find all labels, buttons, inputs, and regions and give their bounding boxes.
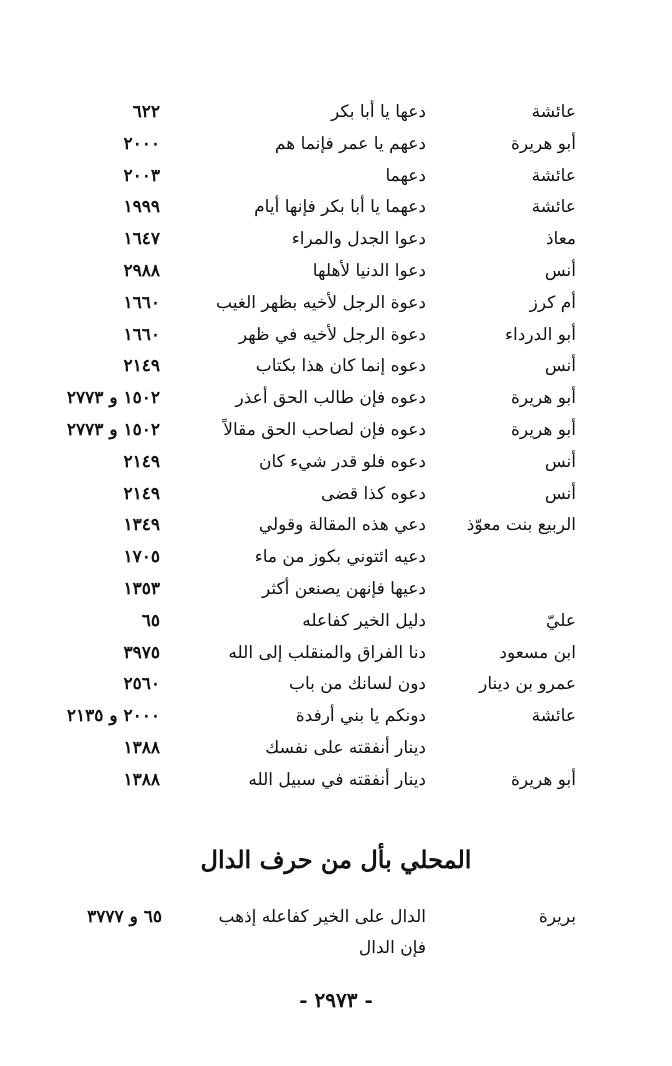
index-entry-row — [0, 542, 672, 574]
entry-narrator: أنس — [544, 356, 576, 377]
index-entry-row — [0, 447, 672, 479]
index-entry-row — [0, 288, 672, 320]
entry-hadith: دعها يا أبا بكر — [331, 102, 426, 122]
section-heading: المحلي بأل من حرف الدال — [200, 845, 472, 874]
entry-reference: ١٧٠٥ — [123, 547, 160, 568]
entry-narrator: عائشة — [531, 197, 576, 218]
entry-narrator: ابن مسعود — [499, 642, 576, 663]
entry-reference: ١٣٤٩ — [123, 515, 160, 536]
entry-hadith: دعوه كذا قضى — [321, 483, 426, 504]
entry-hadith: دعيه ائتوني بكوز من ماء — [254, 547, 426, 568]
entry-narrator: أبو هريرة — [510, 388, 576, 409]
page-number: - ٢٩٧٣ - — [299, 988, 373, 1012]
index-entry-row — [0, 669, 672, 701]
entry-reference: ١٣٨٨ — [123, 737, 160, 758]
index-entry-row — [0, 701, 672, 733]
entry-reference: ١٣٥٣ — [123, 578, 160, 599]
entry-narrator: عائشة — [531, 165, 576, 186]
index-entry-row — [0, 510, 672, 542]
index-entry-row — [0, 733, 672, 765]
entry-hadith: الدال على الخير كفاعله إذهب فإن الدال — [218, 907, 426, 958]
entry-reference: ١٦٤٧ — [123, 229, 160, 250]
entry-narrator: أم كرز — [529, 292, 576, 313]
entry-hadith: دعي هذه المقالة وقولي — [258, 515, 426, 536]
entry-reference: ١٦٦٠ — [123, 324, 160, 345]
entry-reference: ١٥٠٢ و ٢٧٧٣ — [66, 388, 160, 409]
entry-hadith: دعوة الرجل لأخيه في ظهر — [238, 324, 426, 345]
entry-narrator: الربيع بنت معوّذ — [466, 515, 576, 536]
entry-hadith: دعهما يا أبا بكر فإنها أيام — [254, 197, 426, 218]
entry-hadith: دينار أنفقته في سبيل الله — [248, 769, 426, 790]
entry-hadith: دون لسانك من باب — [288, 674, 426, 695]
entry-hadith: دعوا الجدل والمراء — [291, 229, 426, 250]
entry-reference: ٦٢٢ — [132, 102, 160, 122]
entry-narrator: أنس — [544, 451, 576, 472]
entry-hadith: دينار أنفقته على نفسك — [265, 737, 426, 758]
index-entry-row — [0, 383, 672, 415]
entry-reference: ٦٥ — [141, 610, 160, 631]
index-entry-row — [0, 97, 672, 129]
entry-hadith: دعهم يا عمر فإنما هم — [274, 133, 426, 154]
entry-narrator: عائشة — [531, 706, 576, 727]
index-entry-row — [0, 479, 672, 511]
entry-reference: ٢٠٠٠ و ٢١٣٥ — [66, 706, 160, 727]
entry-reference: ٣٩٧٥ — [123, 642, 160, 663]
index-entry-row — [0, 415, 672, 447]
index-entry-row — [0, 224, 672, 256]
entry-narrator: عائشة — [531, 102, 576, 122]
entry-reference: ٢٥٦٠ — [123, 674, 160, 695]
entry-narrator: بريرة — [538, 907, 576, 927]
entry-hadith: دعوه فإن طالب الحق أعذر — [235, 388, 426, 409]
entry-narrator: أنس — [544, 483, 576, 504]
entry-hadith: دونكم يا بني أرفدة — [295, 706, 426, 727]
entry-hadith: دعيها فإنهن يصنعن أكثر — [262, 578, 426, 599]
index-entry-row — [0, 606, 672, 638]
entry-narrator: أبو هريرة — [510, 133, 576, 154]
entry-hadith: دعوه فإن لصاحب الحق مقالاً — [223, 419, 426, 440]
entry-hadith: دعوه إنما كان هذا بكتاب — [255, 356, 426, 377]
entry-narrator: عمرو بن دينار — [479, 674, 576, 695]
entry-hadith: دنا الفراق والمنقلب إلى الله — [228, 642, 426, 663]
index-entry-row — [0, 256, 672, 288]
index-entry-row — [0, 161, 672, 193]
index-entry-row — [0, 351, 672, 383]
entry-narrator: أبو الدرداء — [505, 324, 576, 345]
entry-reference: ١٣٨٨ — [123, 769, 160, 790]
entry-hadith: دعهما — [385, 165, 426, 186]
entry-narrator: معاذ — [545, 229, 576, 250]
entry-reference: ٢١٤٩ — [123, 483, 160, 504]
index-entry-row — [0, 320, 672, 352]
entry-hadith: دعوا الدنيا لأهلها — [312, 260, 426, 281]
entry-reference: ٢١٤٩ — [123, 356, 160, 377]
entry-narrator: أبو هريرة — [510, 419, 576, 440]
index-entry-row — [0, 192, 672, 224]
entry-narrator: أبو هريرة — [510, 769, 576, 790]
index-entry-row — [0, 765, 672, 797]
entry-reference: ٢٠٠٠ — [123, 133, 160, 154]
entry-reference: ٦٥ و ٣٧٧٧ — [87, 907, 162, 927]
entry-reference: ٢١٤٩ — [123, 451, 160, 472]
index-entry-row — [0, 129, 672, 161]
entry-narrator: أنس — [544, 260, 576, 281]
index-entry-row — [0, 638, 672, 670]
hadith-index-list — [0, 97, 672, 797]
entry-hadith: دليل الخير كفاعله — [302, 610, 426, 631]
section-entry-row — [0, 902, 672, 962]
entry-reference: ١٦٦٠ — [123, 292, 160, 313]
entry-reference: ١٥٠٢ و ٢٧٧٣ — [66, 419, 160, 440]
entry-hadith: دعوة الرجل لأخيه بظهر الغيب — [216, 292, 426, 313]
entry-hadith: دعوه فلو قدر شيء كان — [259, 451, 426, 472]
entry-reference: ٢٩٨٨ — [123, 260, 160, 281]
entry-reference: ١٩٩٩ — [123, 197, 160, 218]
entry-narrator: عليّ — [546, 610, 576, 631]
index-entry-row — [0, 574, 672, 606]
entry-reference: ٢٠٠٣ — [123, 165, 160, 186]
